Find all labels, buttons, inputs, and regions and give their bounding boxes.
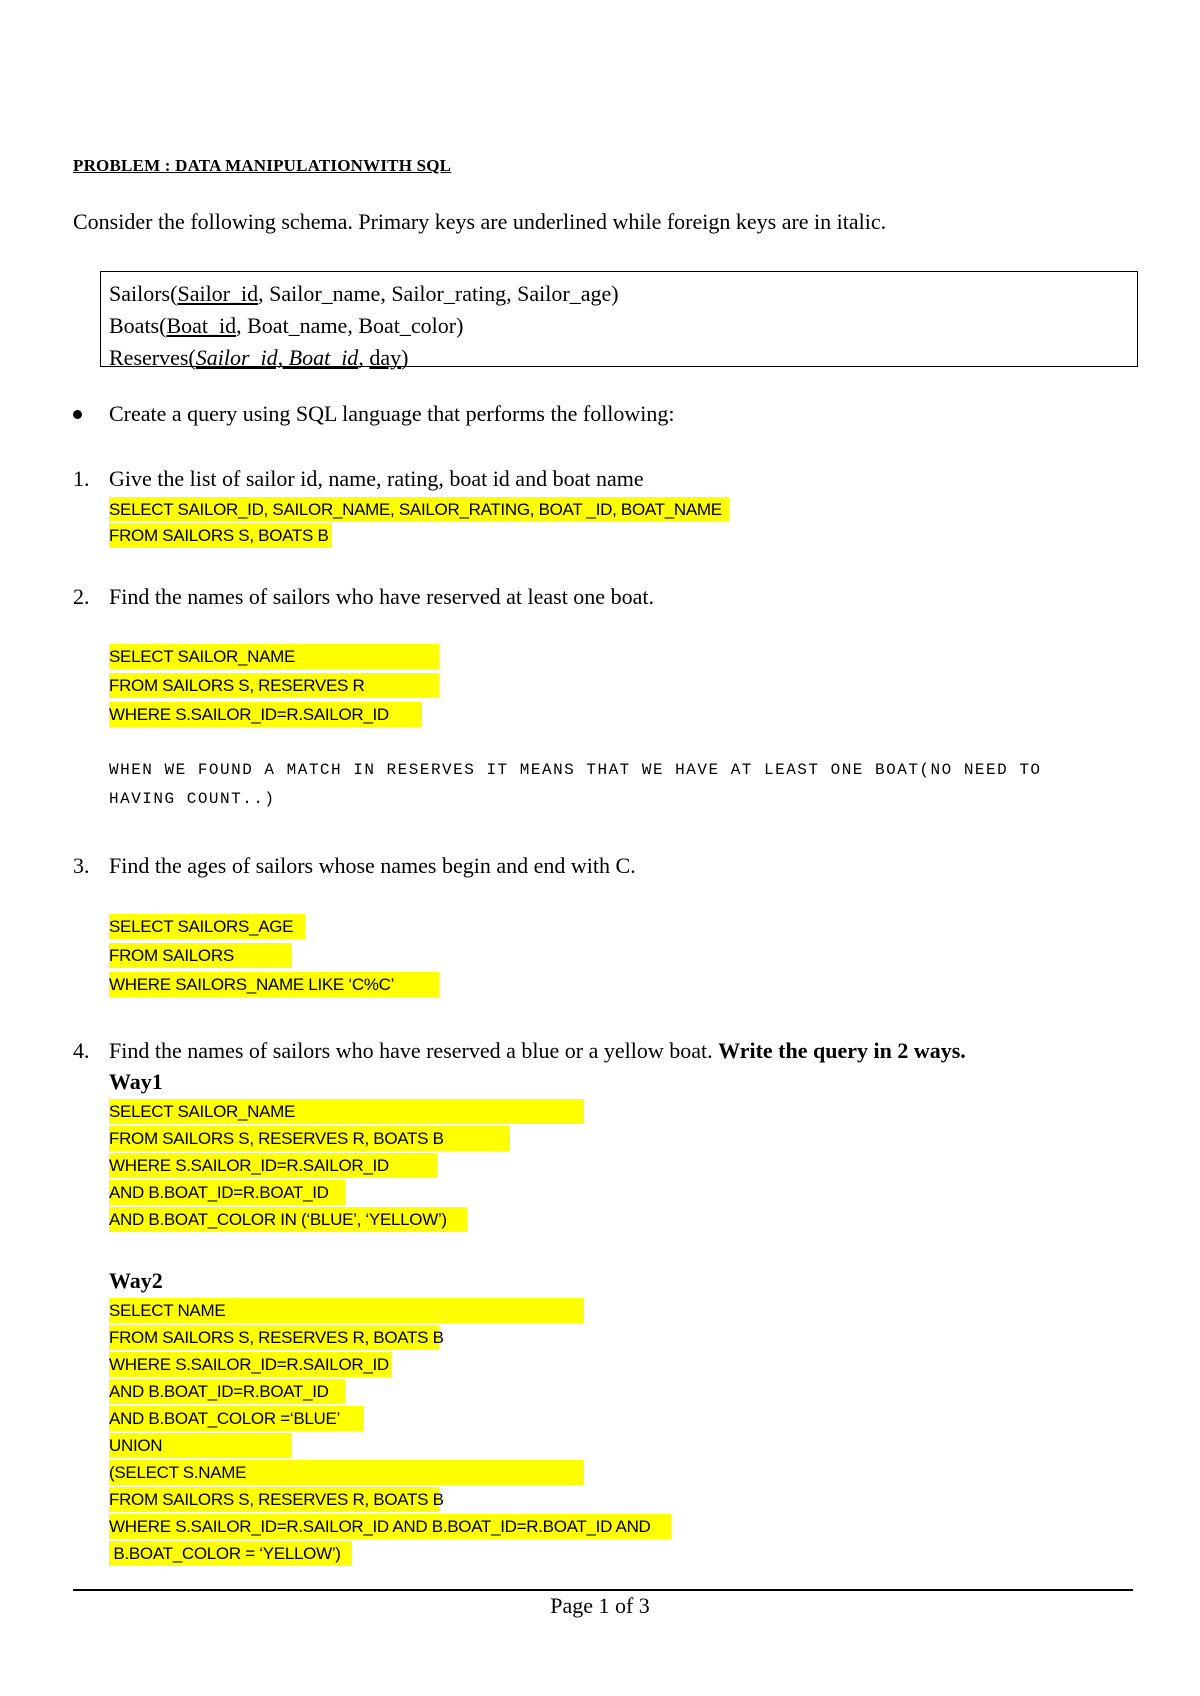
way2-code [109,1298,671,1566]
schema-reserves-close: ) [401,345,409,370]
schema-boats [109,310,1129,342]
code-line: UNION [109,1433,292,1458]
schema-sailors-prefix: Sailors( [109,281,178,306]
note-line: WHEN WE FOUND A MATCH IN RESERVES IT MEANS THAT WE HAVE AT LEAST ONE BOAT(NO NEED TO [109,761,1042,779]
question-3-text: Find the ages of sailors whose names begin and end with C. [109,853,636,878]
code-line: SELECT SAILORS_AGE [109,914,305,939]
schema-reserves-day: day [369,345,402,370]
schema-sailors-pk: Sailor_id [177,281,259,306]
footer-divider [73,1589,1133,1591]
note-line: HAVING COUNT..) [109,790,276,808]
code-line: FROM SAILORS S, BOATS B [109,523,332,548]
question-4-text-main: Find the names of sailors who have reserved a blue or a yellow boat. [109,1038,719,1063]
question-2-code [109,644,439,727]
code-line: WHERE S.SAILOR_ID=R.SAILOR_ID [109,1352,392,1377]
page-title: PROBLEM : DATA MANIPULATIONWITH SQL [73,156,452,175]
schema-sailors-rest: , Sailor_name, Sailor_rating, Sailor_age) [258,281,619,306]
question-1-number: 1. [73,466,90,491]
code-line: FROM SAILORS S, RESERVES R [109,673,439,698]
code-line: SELECT SAILOR_ID, SAILOR_NAME, SAILOR_RATING, BOAT _ID, BOAT_NAME [109,497,729,522]
code-line: FROM SAILORS S, RESERVES R, BOATS B [109,1325,439,1350]
way1-label: Way1 [109,1069,163,1094]
code-line: SELECT SAILOR_NAME [109,1099,584,1124]
question-3-number: 3. [73,853,90,878]
code-line: SELECT SAILOR_NAME [109,644,439,669]
schema-reserves [109,342,1129,374]
question-1-text: Give the list of sailor id, name, rating, boat id and boat name [109,466,644,491]
code-line: WHERE S.SAILOR_ID=R.SAILOR_ID AND B.BOAT_ID=R.BOAT_ID AND [109,1514,671,1539]
question-4-number: 4. [73,1038,90,1063]
code-line: SELECT NAME [109,1298,584,1323]
question-2-note [109,756,1042,814]
schema-boats-rest: , Boat_name, Boat_color) [236,313,464,338]
bullet-text: Create a query using SQL language that performs the following: [109,401,675,426]
page-number: Page 1 of 3 [550,1593,650,1618]
question-4-text [109,1038,966,1064]
code-line: WHERE S.SAILOR_ID=R.SAILOR_ID [109,702,422,727]
schema-sailors [109,278,1129,310]
code-line: FROM SAILORS S, RESERVES R, BOATS B [109,1126,510,1151]
code-line: WHERE SAILORS_NAME LIKE ‘C%C’ [109,972,439,997]
code-line: AND B.BOAT_ID=R.BOAT_ID [109,1180,345,1205]
schema-reserves-fk: Sailor_id, Boat_id [195,345,359,370]
way2-label: Way2 [109,1268,163,1293]
schema-boats-pk: Boat_id [166,313,237,338]
schema-reserves-sep: , [358,345,370,370]
question-2-text: Find the names of sailors who have reserved at least one boat. [109,584,654,609]
code-line: FROM SAILORS [109,943,292,968]
code-line: AND B.BOAT_ID=R.BOAT_ID [109,1379,345,1404]
code-line: AND B.BOAT_COLOR =‘BLUE’ [109,1406,364,1431]
question-3-code [109,914,439,997]
question-1-code [109,497,729,548]
question-4-text-bold: Write the query in 2 ways. [718,1038,966,1063]
code-line: WHERE S.SAILOR_ID=R.SAILOR_ID [109,1153,437,1178]
question-2-number: 2. [73,584,90,609]
code-line: FROM SAILORS S, RESERVES R, BOATS B [109,1487,439,1512]
intro-text: Consider the following schema. Primary keys are underlined while foreign keys are in italic. [73,209,887,234]
way1-code [109,1099,584,1232]
code-line: B.BOAT_COLOR = ‘YELLOW’) [109,1541,352,1566]
schema-reserves-prefix: Reserves( [109,345,196,370]
bullet-dot [73,410,82,419]
schema-boats-prefix: Boats( [109,313,167,338]
code-line: AND B.BOAT_COLOR IN (‘BLUE’, ‘YELLOW’) [109,1207,467,1232]
code-line: (SELECT S.NAME [109,1460,584,1485]
schema-box [100,271,1138,370]
